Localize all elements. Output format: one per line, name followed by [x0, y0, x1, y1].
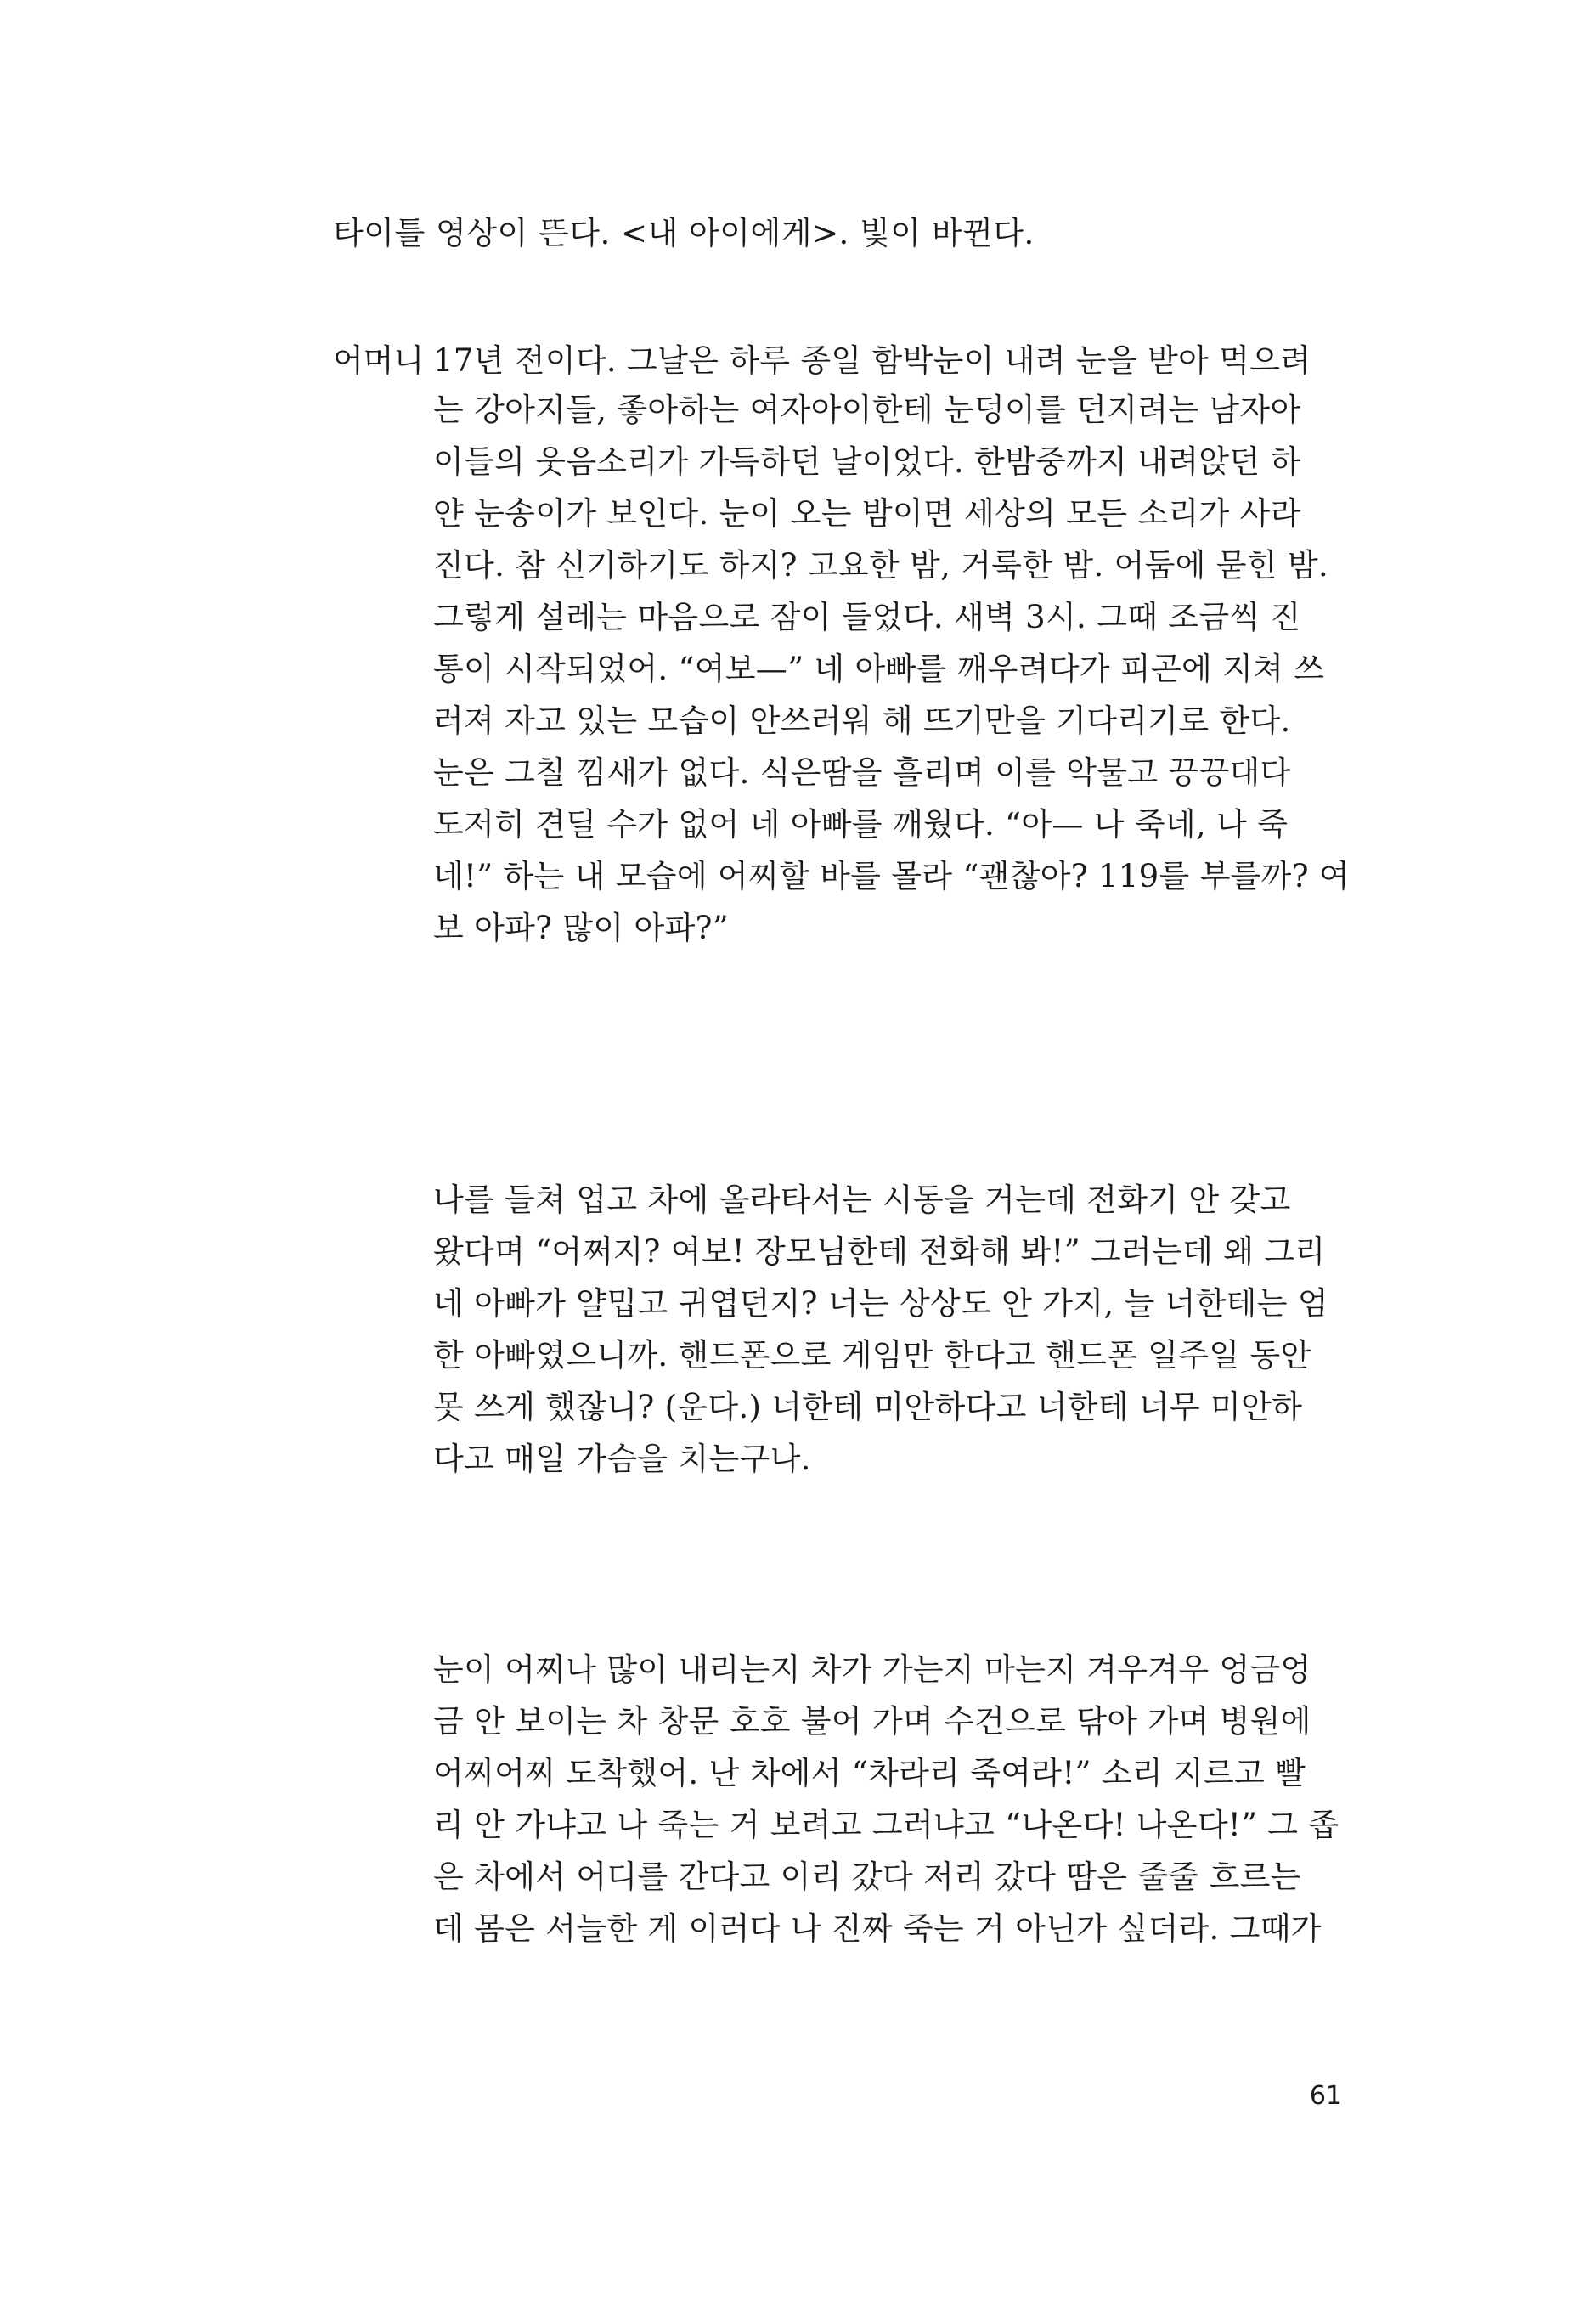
text-line: 는 강아지들, 좋아하는 여자아이한테 눈덩이를 던지려는 남자아 [433, 392, 1301, 428]
text-line: 리 안 가냐고 나 죽는 거 보려고 그러냐고 “나온다! 나온다!” 그 좁 [433, 1807, 1339, 1843]
text-line: 어찌어찌 도착했어. 난 차에서 “차라리 죽여라!” 소리 지르고 빨 [433, 1755, 1306, 1791]
text-line: 얀 눈송이가 보인다. 눈이 오는 밤이면 세상의 모든 소리가 사라 [433, 495, 1301, 532]
text-line: 이들의 웃음소리가 가득하던 날이었다. 한밤중까지 내려앉던 하 [433, 443, 1301, 480]
text-line: 못 쓰게 했잖니? (운다.) 너한테 미안하다고 너한테 너무 미안하 [433, 1389, 1303, 1425]
text-line: 금 안 보이는 차 창문 호호 불어 가며 수건으로 닦아 가며 병원에 [433, 1703, 1311, 1740]
text-line: 그렇게 설레는 마음으로 잠이 들었다. 새벽 3시. 그때 조금씩 진 [433, 599, 1301, 635]
text-line: 나를 들쳐 업고 차에 올라타서는 시동을 거는데 전화기 안 갖고 [433, 1182, 1291, 1218]
text-line: 진다. 참 신기하기도 하지? 고요한 밤, 거룩한 밤. 어둠에 묻힌 밤. [433, 547, 1329, 584]
text-line: 도저히 견딜 수가 없어 네 아빠를 깨웠다. “아— 나 죽네, 나 죽 [433, 806, 1289, 843]
dialogue-paragraph-1 [433, 331, 1350, 954]
text-line: 통이 시작되었어. “여보—” 네 아빠를 깨우려다가 피곤에 지쳐 쓰 [433, 651, 1325, 687]
text-line: 17년 전이다. 그날은 하루 종일 함박눈이 내려 눈을 받아 먹으려 [433, 342, 1311, 379]
page-number: 61 [1309, 2081, 1342, 2111]
dialogue-paragraph-2 [433, 1174, 1342, 1485]
text-line: 다고 매일 가슴을 치는구나. [433, 1441, 811, 1477]
text-line: 눈이 어찌나 많이 내리는지 차가 가는지 마는지 겨우겨우 엉금엉 [433, 1651, 1311, 1688]
text-line: 왔다며 “어쩌지? 여보! 장모님한테 전화해 봐!” 그러는데 왜 그리 [433, 1233, 1326, 1270]
text-line: 눈은 그칠 낌새가 없다. 식은땀을 흘리며 이를 악물고 끙끙대다 [433, 754, 1291, 791]
stage-direction: 타이틀 영상이 뜬다. <내 아이에게>. 빛이 바뀐다. [333, 215, 1035, 251]
text-line: 러져 자고 있는 모습이 안쓰러워 해 뜨기만을 기다리기로 한다. [433, 702, 1291, 739]
dialogue-paragraph-3 [433, 1644, 1342, 1954]
text-line: 한 아빠였으니까. 핸드폰으로 게임만 한다고 핸드폰 일주일 동안 [433, 1337, 1311, 1373]
text-line: 데 몸은 서늘한 게 이러다 나 진짜 죽는 거 아닌가 싶더라. 그때가 [433, 1910, 1322, 1947]
text-line: 네!” 하는 내 모습에 어찌할 바를 몰라 “괜찮아? 119를 부를까? 여 [433, 858, 1350, 894]
text-line: 네 아빠가 얄밉고 귀엽던지? 너는 상상도 안 가지, 늘 너한테는 엄 [433, 1285, 1328, 1322]
text-line: 보 아파? 많이 아파?” [433, 910, 729, 946]
speaker-name: 어머니 [333, 342, 425, 379]
text-line: 은 차에서 어디를 간다고 이리 갔다 저리 갔다 땀은 줄줄 흐르는 [433, 1859, 1301, 1895]
